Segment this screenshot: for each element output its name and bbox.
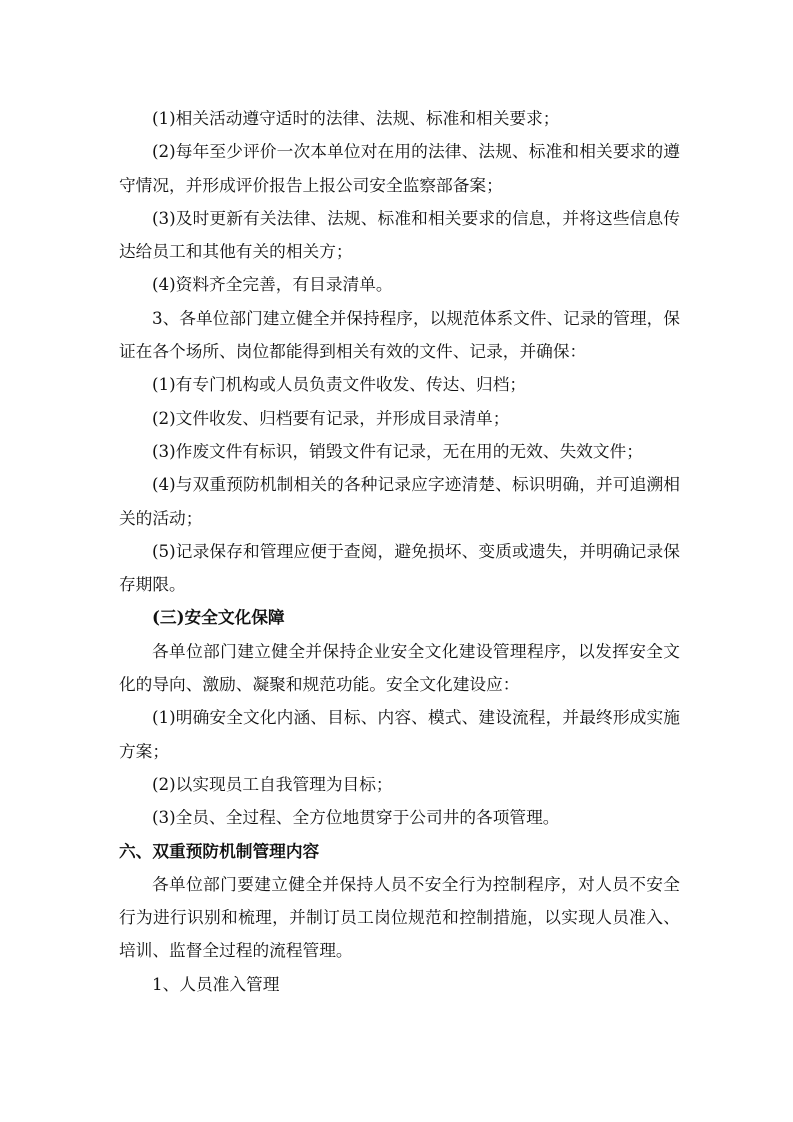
document-body — [119, 102, 680, 1001]
paragraph — [119, 435, 680, 468]
text-line: 达给员工和其他有关的相关方； — [119, 241, 353, 262]
text-line: (4)资料齐全完善，有目录清单。 — [152, 274, 393, 295]
text-line: (3)及时更新有关法律、法规、标准和相关要求的信息，并将这些信息传 — [152, 207, 680, 228]
text-line: (3)全员、全过程、全方位地贯穿于公司井的各项管理。 — [152, 807, 560, 828]
text-line: 1、人员准入管理 — [152, 973, 280, 994]
paragraph — [119, 102, 680, 135]
text-line: (2)以实现员工自我管理为目标； — [152, 773, 393, 794]
paragraph — [119, 468, 680, 535]
text-line: 培训、监督全过程的流程管理。 — [119, 940, 353, 961]
paragraph — [119, 202, 680, 269]
text-line: (1)明确安全文化内涵、目标、内容、模式、建设流程，并最终形成实施 — [152, 707, 680, 728]
text-line: 方案； — [119, 740, 170, 761]
paragraph — [119, 701, 680, 768]
text-line: 存期限。 — [119, 574, 186, 595]
paragraph — [119, 968, 680, 1001]
text-line: 各单位部门要建立健全并保持人员不安全行为控制程序，对人员不安全 — [152, 873, 680, 894]
text-line: 关的活动； — [119, 507, 203, 528]
section-heading — [119, 835, 680, 868]
text-line: 证在各个场所、岗位都能得到相关有效的文件、记录，并确保： — [119, 341, 587, 362]
paragraph — [119, 302, 680, 369]
paragraph — [119, 768, 680, 801]
text-line: (2)每年至少评价一次本单位对在用的法律、法规、标准和相关要求的遵 — [152, 141, 680, 162]
paragraph — [119, 535, 680, 602]
text-line: 守情况，并形成评价报告上报公司安全监察部备案； — [119, 174, 503, 195]
paragraph — [119, 368, 680, 401]
paragraph — [119, 635, 680, 702]
text-line: (三)安全文化保障 — [152, 607, 285, 628]
text-line: (3)作废文件有标识，销毁文件有记录，无在用的无效、失效文件； — [152, 440, 643, 461]
text-line: (5)记录保存和管理应便于查阅，避免损坏、变质或遗失，并明确记录保 — [152, 540, 680, 561]
text-line: (4)与双重预防机制相关的各种记录应字迹清楚、标识明确，并可追溯相 — [152, 474, 680, 495]
subsection-heading — [119, 601, 680, 634]
text-line: 化的导向、激励、凝聚和规范功能。安全文化建设应： — [119, 674, 520, 695]
paragraph — [119, 402, 680, 435]
text-line: 行为进行识别和梳理，并制订员工岗位规范和控制措施，以实现人员准入、 — [119, 907, 680, 928]
text-line: (2)文件收发、归档要有记录，并形成目录清单； — [152, 407, 510, 428]
paragraph — [119, 868, 680, 968]
text-line: 3、各单位部门建立健全并保持程序，以规范体系文件、记录的管理，保 — [152, 307, 680, 328]
text-line: (1)相关活动遵守适时的法律、法规、标准和相关要求； — [152, 108, 560, 128]
paragraph — [119, 268, 680, 301]
paragraph — [119, 135, 680, 202]
text-line: 六、双重预防机制管理内容 — [119, 840, 320, 861]
text-line: 各单位部门建立健全并保持企业安全文化建设管理程序，以发挥安全文 — [152, 640, 680, 661]
paragraph — [119, 801, 680, 834]
text-line: (1)有专门机构或人员负责文件收发、传达、归档； — [152, 374, 527, 395]
